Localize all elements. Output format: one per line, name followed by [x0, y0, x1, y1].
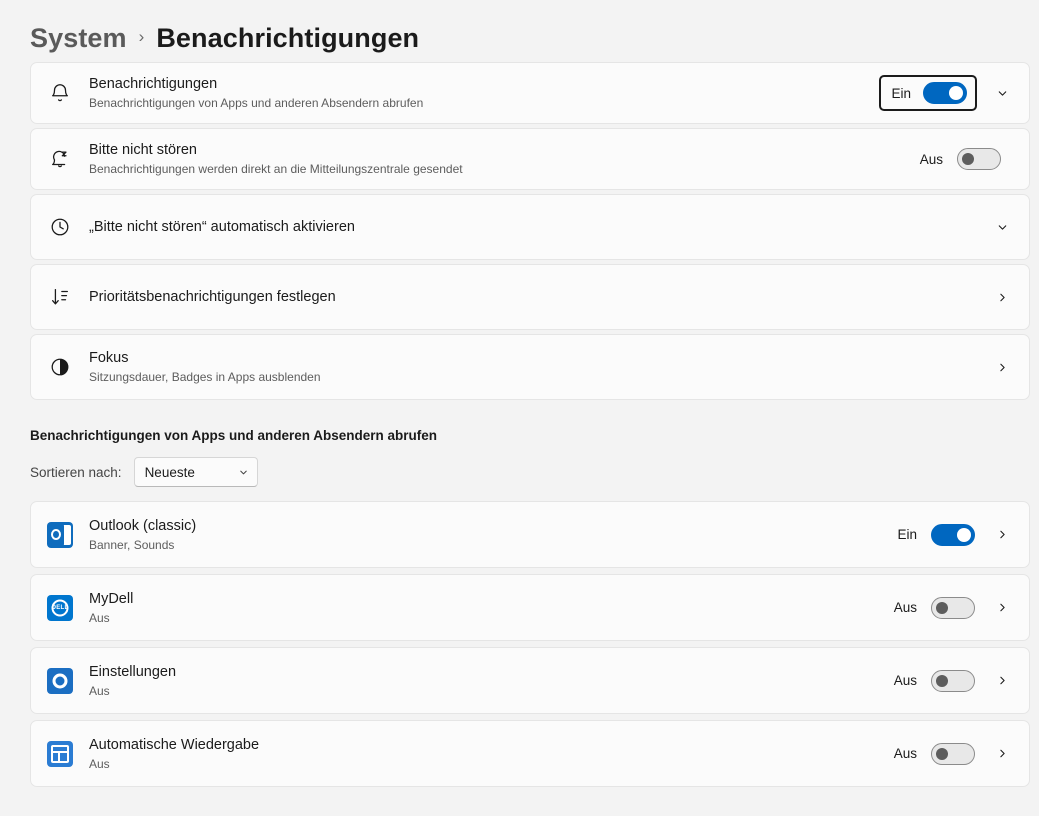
app-icon-wrap: [31, 668, 89, 694]
app-row-outlook[interactable]: [30, 501, 1030, 568]
clock-icon: [31, 216, 89, 238]
setting-subtitle: Benachrichtigungen von Apps und anderen Absendern abrufen: [89, 96, 424, 110]
setting-title: „Bitte nicht stören“ automatisch aktivieren: [89, 218, 355, 235]
app-controls: [883, 668, 1015, 694]
chevron-right-icon[interactable]: [989, 668, 1015, 694]
app-subtitle: Aus: [89, 683, 110, 698]
setting-subtitle: Sitzungsdauer, Badges in Apps ausblenden: [89, 370, 321, 384]
toggle-knob: [957, 528, 971, 542]
setting-controls: [979, 354, 1015, 380]
setting-controls: [869, 75, 1015, 111]
sort-label: Sortieren nach:: [30, 464, 122, 480]
app-icon-wrap: [31, 595, 89, 621]
chevron-right-icon[interactable]: [989, 741, 1015, 767]
app-controls: [883, 595, 1015, 621]
setting-card-notifications[interactable]: [30, 62, 1030, 124]
app-text: [89, 509, 883, 561]
apps-section-heading: Benachrichtigungen von Apps und anderen Absendern abrufen: [30, 428, 438, 443]
breadcrumb-parent[interactable]: System: [30, 22, 127, 53]
setting-title: Bitte nicht stören: [89, 142, 197, 158]
app-toggle-mydell[interactable]: [931, 597, 975, 619]
toggle-knob: [949, 86, 963, 100]
breadcrumb-separator-icon: ›: [138, 27, 145, 46]
toggle-knob: [936, 602, 948, 614]
setting-card-text: [89, 341, 979, 393]
moon-zzz-icon: [31, 148, 89, 170]
setting-title: Fokus: [89, 350, 129, 366]
app-controls: [883, 522, 1015, 548]
setting-card-text: [89, 133, 909, 185]
toggle-state-label: Aus: [893, 746, 917, 761]
app-text: [89, 655, 883, 707]
toggle-knob: [936, 748, 948, 760]
setting-title: Prioritätsbenachrichtigungen festlegen: [89, 288, 336, 305]
setting-card-text: [89, 67, 869, 119]
setting-card-priority-notifications[interactable]: [30, 264, 1030, 330]
toggle-state-label: Aus: [919, 151, 943, 167]
toggle-state-label: Aus: [893, 673, 917, 688]
toggle-knob: [962, 153, 974, 165]
setting-controls: [979, 214, 1015, 240]
chevron-down-icon: [238, 467, 249, 478]
app-icon-wrap: [31, 522, 89, 548]
setting-card-auto-dnd[interactable]: [30, 194, 1030, 260]
toggle-state-label: Ein: [897, 527, 917, 542]
app-toggle-autoplay[interactable]: [931, 743, 975, 765]
chevron-right-icon[interactable]: [989, 522, 1015, 548]
mydell-icon-label: DELL: [51, 604, 69, 611]
app-name: MyDell: [89, 590, 134, 607]
setting-subtitle: Benachrichtigungen werden direkt an die Mitteilungszentrale gesendet: [89, 162, 463, 176]
sort-row: [30, 457, 1031, 487]
priority-sort-icon: [31, 286, 89, 308]
setting-card-do-not-disturb[interactable]: [30, 128, 1030, 190]
outlook-icon: [47, 522, 73, 548]
notifications-toggle[interactable]: [923, 82, 967, 104]
setting-controls: [979, 284, 1015, 310]
app-text: [89, 582, 883, 634]
setting-title: Benachrichtigungen: [89, 76, 218, 92]
chevron-right-icon[interactable]: [989, 595, 1015, 621]
toggle-state-label: Ein: [891, 85, 911, 101]
app-toggle-outlook[interactable]: [931, 524, 975, 546]
do-not-disturb-toggle[interactable]: [957, 148, 1001, 170]
sort-dropdown[interactable]: [134, 457, 258, 487]
breadcrumb: [0, 0, 1039, 62]
app-subtitle: Banner, Sounds: [89, 537, 175, 552]
app-name: Outlook (classic): [89, 517, 197, 534]
app-controls: [883, 741, 1015, 767]
bell-icon: [31, 82, 89, 104]
settings-gear-icon: [47, 668, 73, 694]
page-title: Benachrichtigungen: [156, 22, 420, 53]
setting-card-text: [89, 280, 979, 315]
app-icon-wrap: [31, 741, 89, 767]
notifications-toggle-group[interactable]: [879, 75, 977, 111]
app-text: [89, 728, 883, 780]
chevron-right-icon[interactable]: [989, 354, 1015, 380]
mydell-icon: [47, 595, 73, 621]
toggle-knob: [936, 675, 948, 687]
chevron-right-icon[interactable]: [989, 284, 1015, 310]
setting-card-focus[interactable]: [30, 334, 1030, 400]
app-toggle-einstellungen[interactable]: [931, 670, 975, 692]
autoplay-icon: [47, 741, 73, 767]
app-name: Automatische Wiedergabe: [89, 736, 260, 753]
setting-controls: [909, 148, 1015, 170]
sort-dropdown-value: Neueste: [144, 464, 195, 480]
app-subtitle: Aus: [89, 610, 110, 625]
chevron-down-icon[interactable]: [989, 80, 1015, 106]
app-row-mydell[interactable]: [30, 574, 1030, 641]
app-subtitle: Aus: [89, 756, 110, 771]
chevron-down-icon[interactable]: [989, 214, 1015, 240]
app-row-einstellungen[interactable]: [30, 647, 1030, 714]
focus-icon: [31, 356, 89, 378]
settings-content: [0, 62, 1039, 787]
setting-card-text: [89, 210, 979, 245]
toggle-state-label: Aus: [893, 600, 917, 615]
app-name: Einstellungen: [89, 663, 177, 680]
app-row-automatische-wiedergabe[interactable]: [30, 720, 1030, 787]
